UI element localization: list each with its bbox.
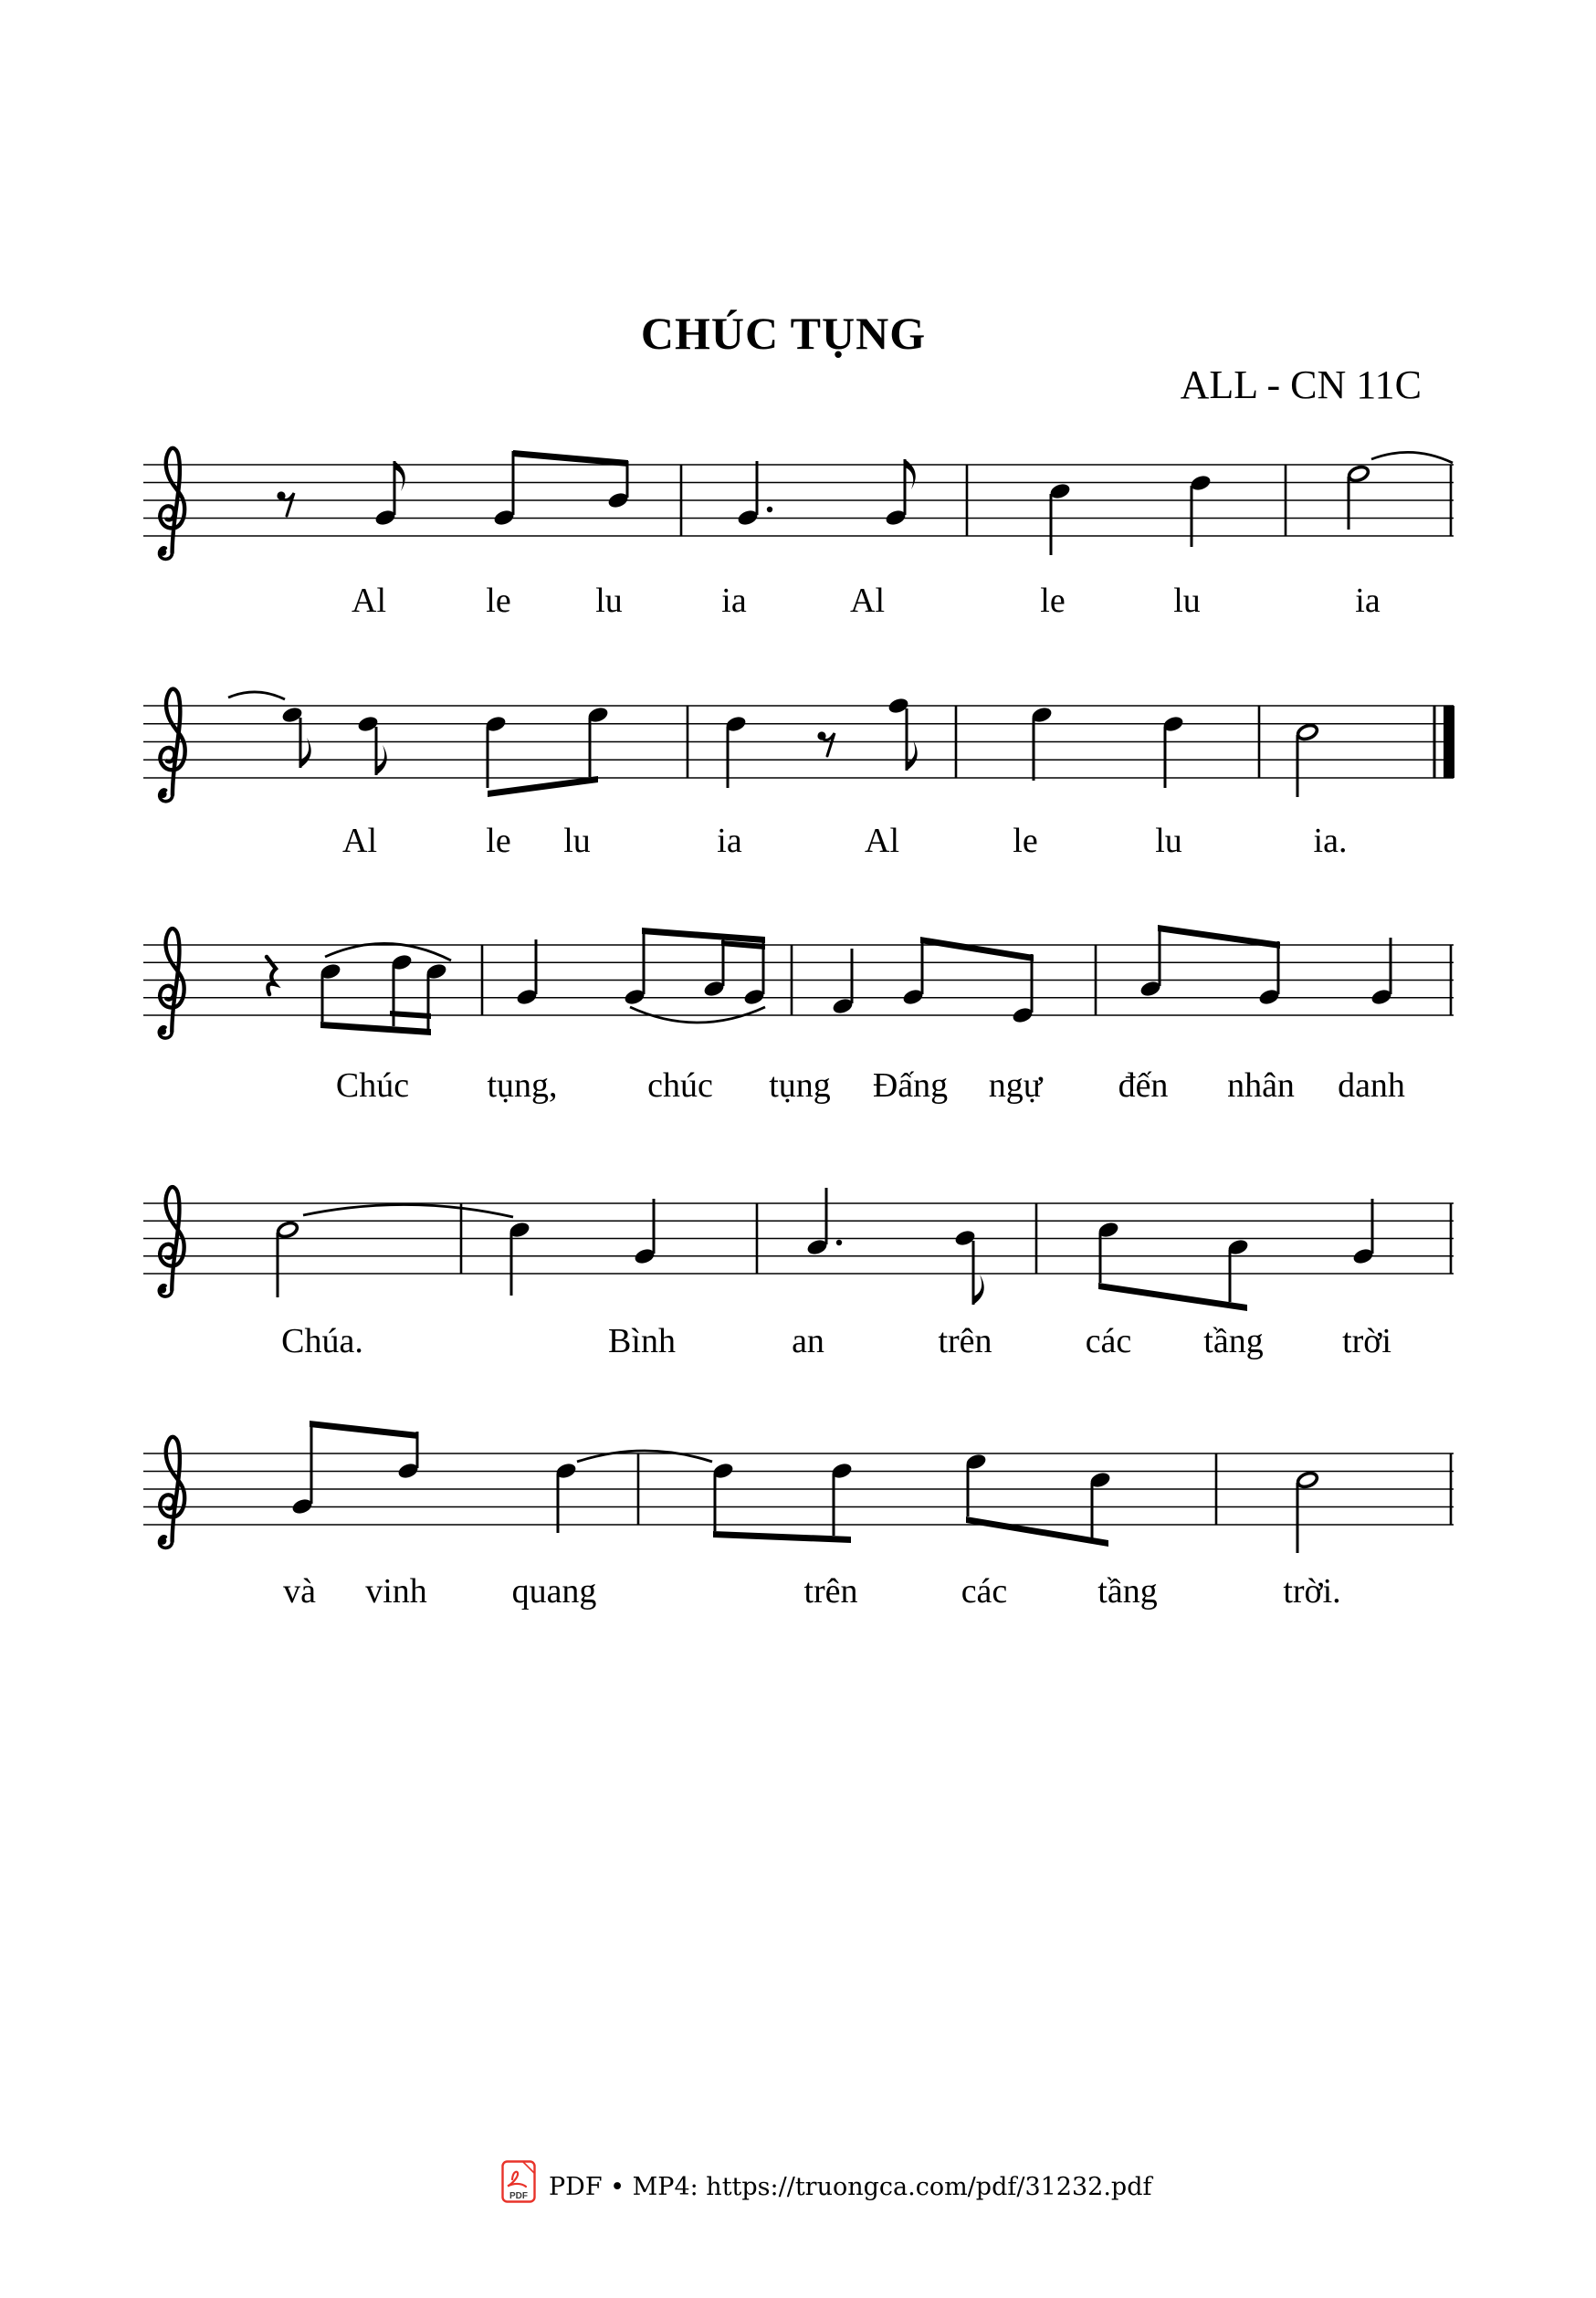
final-barline-thick: [1444, 706, 1454, 778]
lyric-syllable-line5: quang: [511, 1572, 597, 1611]
lyric-syllable-line1: le: [486, 582, 511, 620]
beam: [310, 1421, 418, 1439]
lyric-syllable-line1: lu: [1173, 582, 1201, 620]
lyric-syllable-line2: le: [1013, 822, 1038, 860]
lyric-syllable-line3: Đấng: [872, 1066, 949, 1105]
lyric-syllable-line4: trên: [938, 1322, 992, 1360]
note-G4-eighth: [492, 451, 515, 527]
lyric-syllable-line1: le: [1040, 582, 1066, 620]
beam: [320, 1022, 431, 1035]
lyric-syllable-line4: an: [792, 1322, 824, 1360]
note-E4-eighth: [1011, 954, 1034, 1024]
lyric-syllable-line2: le: [486, 822, 511, 860]
note-C5-quarter: [508, 1221, 530, 1296]
note-G4-eighth: [373, 461, 404, 527]
note-G4-quarter: [515, 939, 538, 1006]
note-A4-dotted-quarter: [805, 1188, 842, 1256]
beam: [920, 937, 1034, 961]
note-G4-quarter: [1370, 938, 1392, 1006]
slur-tie: [228, 692, 285, 699]
note-G4-eighth: [1257, 941, 1280, 1006]
slur-tie: [325, 943, 451, 960]
lyric-syllable-line4: tầng: [1203, 1322, 1264, 1360]
pdf-icon-label: PDF: [509, 2191, 528, 2201]
eighth-flag: [973, 1275, 984, 1305]
lyric-syllable-line2: ia.: [1313, 822, 1348, 860]
note-G4-quarter: [1351, 1199, 1374, 1265]
note-F4-quarter: [831, 949, 854, 1015]
eighth-flag: [905, 459, 916, 489]
lyric-syllable-line3: nhân: [1227, 1066, 1295, 1105]
note-D5-eighth: [396, 1432, 419, 1480]
note-A4-eighth: [606, 461, 629, 509]
lyric-syllable-line3: ngự: [988, 1066, 1043, 1105]
note-C5-half: [1296, 1471, 1318, 1553]
beam: [966, 1516, 1108, 1547]
note-D5-eighth: [711, 1462, 734, 1531]
lyric-syllable-line4: Bình: [608, 1322, 676, 1360]
note-C5-eighth: [319, 962, 341, 1022]
note-D5-quarter: [554, 1462, 577, 1533]
augmentation-dot: [767, 507, 772, 512]
slur-tie: [303, 1204, 513, 1217]
note-C5-eighth: [1088, 1471, 1111, 1539]
note-B4-eighth: [953, 1229, 983, 1305]
lyric-syllable-line5: các: [961, 1572, 1008, 1611]
note-A4-eighth: [1226, 1238, 1249, 1302]
pdf-file-icon[interactable]: [501, 2160, 536, 2203]
note-A4-sixteenth: [702, 934, 725, 998]
note-G4-eighth: [290, 1422, 313, 1516]
lyric-syllable-line2: Al: [865, 822, 899, 860]
lyric-syllable-line5: tầng: [1097, 1572, 1158, 1611]
lyric-syllable-line5: và: [283, 1572, 316, 1611]
catalog-reference: ALL - CN 11C: [1180, 362, 1422, 407]
eighth-flag: [394, 461, 405, 491]
note-D5-eighth: [484, 715, 507, 788]
lyric-syllable-line4: trời: [1342, 1322, 1391, 1360]
lyric-syllable-line3: danh: [1338, 1066, 1405, 1105]
eighth-flag: [907, 740, 918, 771]
note-E5-half: [1347, 465, 1370, 530]
note-G4-quarter: [633, 1199, 656, 1265]
lyric-syllable-line3: Chúc: [335, 1066, 410, 1105]
beam: [488, 776, 598, 797]
lyric-syllable-line5: trời.: [1283, 1572, 1341, 1611]
lyric-syllable-line3: chúc: [647, 1066, 713, 1105]
note-E5-quarter: [1030, 706, 1053, 781]
beam: [642, 928, 765, 943]
slur-tie: [1371, 452, 1453, 463]
lyric-syllable-line2: Al: [342, 822, 377, 860]
staff-system-1: [143, 448, 1454, 560]
staff-system-5: [143, 1421, 1454, 1553]
footer-link[interactable]: PDF • MP4: https://truongca.com/pdf/31232.pdf: [549, 2173, 1152, 2201]
lyric-syllable-line1: ia: [1355, 582, 1381, 620]
lyric-syllable-line4: các: [1085, 1322, 1132, 1360]
note-G4-eighth: [901, 938, 924, 1006]
footer: [0, 2156, 1596, 2211]
lyric-syllable-line3: tụng,: [487, 1066, 558, 1105]
lyric-syllable-line4: Chúa.: [281, 1322, 363, 1360]
augmentation-dot: [836, 1240, 842, 1245]
lyric-syllable-line3: tụng: [769, 1066, 831, 1105]
note-G4-eighth: [623, 929, 646, 1006]
lyric-syllable-line1: Al: [850, 582, 885, 620]
staff-system-3: [143, 925, 1454, 1038]
note-E5-eighth: [280, 706, 310, 768]
lyric-syllable-line3: đến: [1118, 1066, 1169, 1105]
note-G4-eighth: [884, 459, 915, 527]
note-D5-quarter: [724, 715, 747, 788]
staff-system-2: [143, 689, 1454, 802]
lyric-syllable-line5: vinh: [365, 1572, 427, 1611]
beam: [713, 1531, 851, 1543]
lyric-syllable-line2: lu: [563, 822, 591, 860]
slur-tie: [577, 1451, 712, 1462]
note-C5-half: [276, 1221, 299, 1297]
beam: [390, 1011, 431, 1019]
lyric-syllable-line2: ia: [717, 822, 742, 860]
beam: [1098, 1283, 1247, 1311]
note-C5-sixteenth: [425, 962, 447, 1029]
page-title: CHÚC TỤNG: [640, 308, 927, 359]
lyric-syllable-line2: lu: [1155, 822, 1182, 860]
lyric-syllable-line5: trên: [803, 1572, 858, 1611]
lyric-syllable-line1: lu: [595, 582, 623, 620]
lyric-syllable-line1: Al: [352, 582, 386, 620]
lyric-syllable-line1: ia: [721, 582, 747, 620]
note-G4-dotted-quarter: [736, 461, 772, 527]
staff-system-4: [143, 1187, 1454, 1311]
note-D5-quarter: [1161, 715, 1184, 788]
